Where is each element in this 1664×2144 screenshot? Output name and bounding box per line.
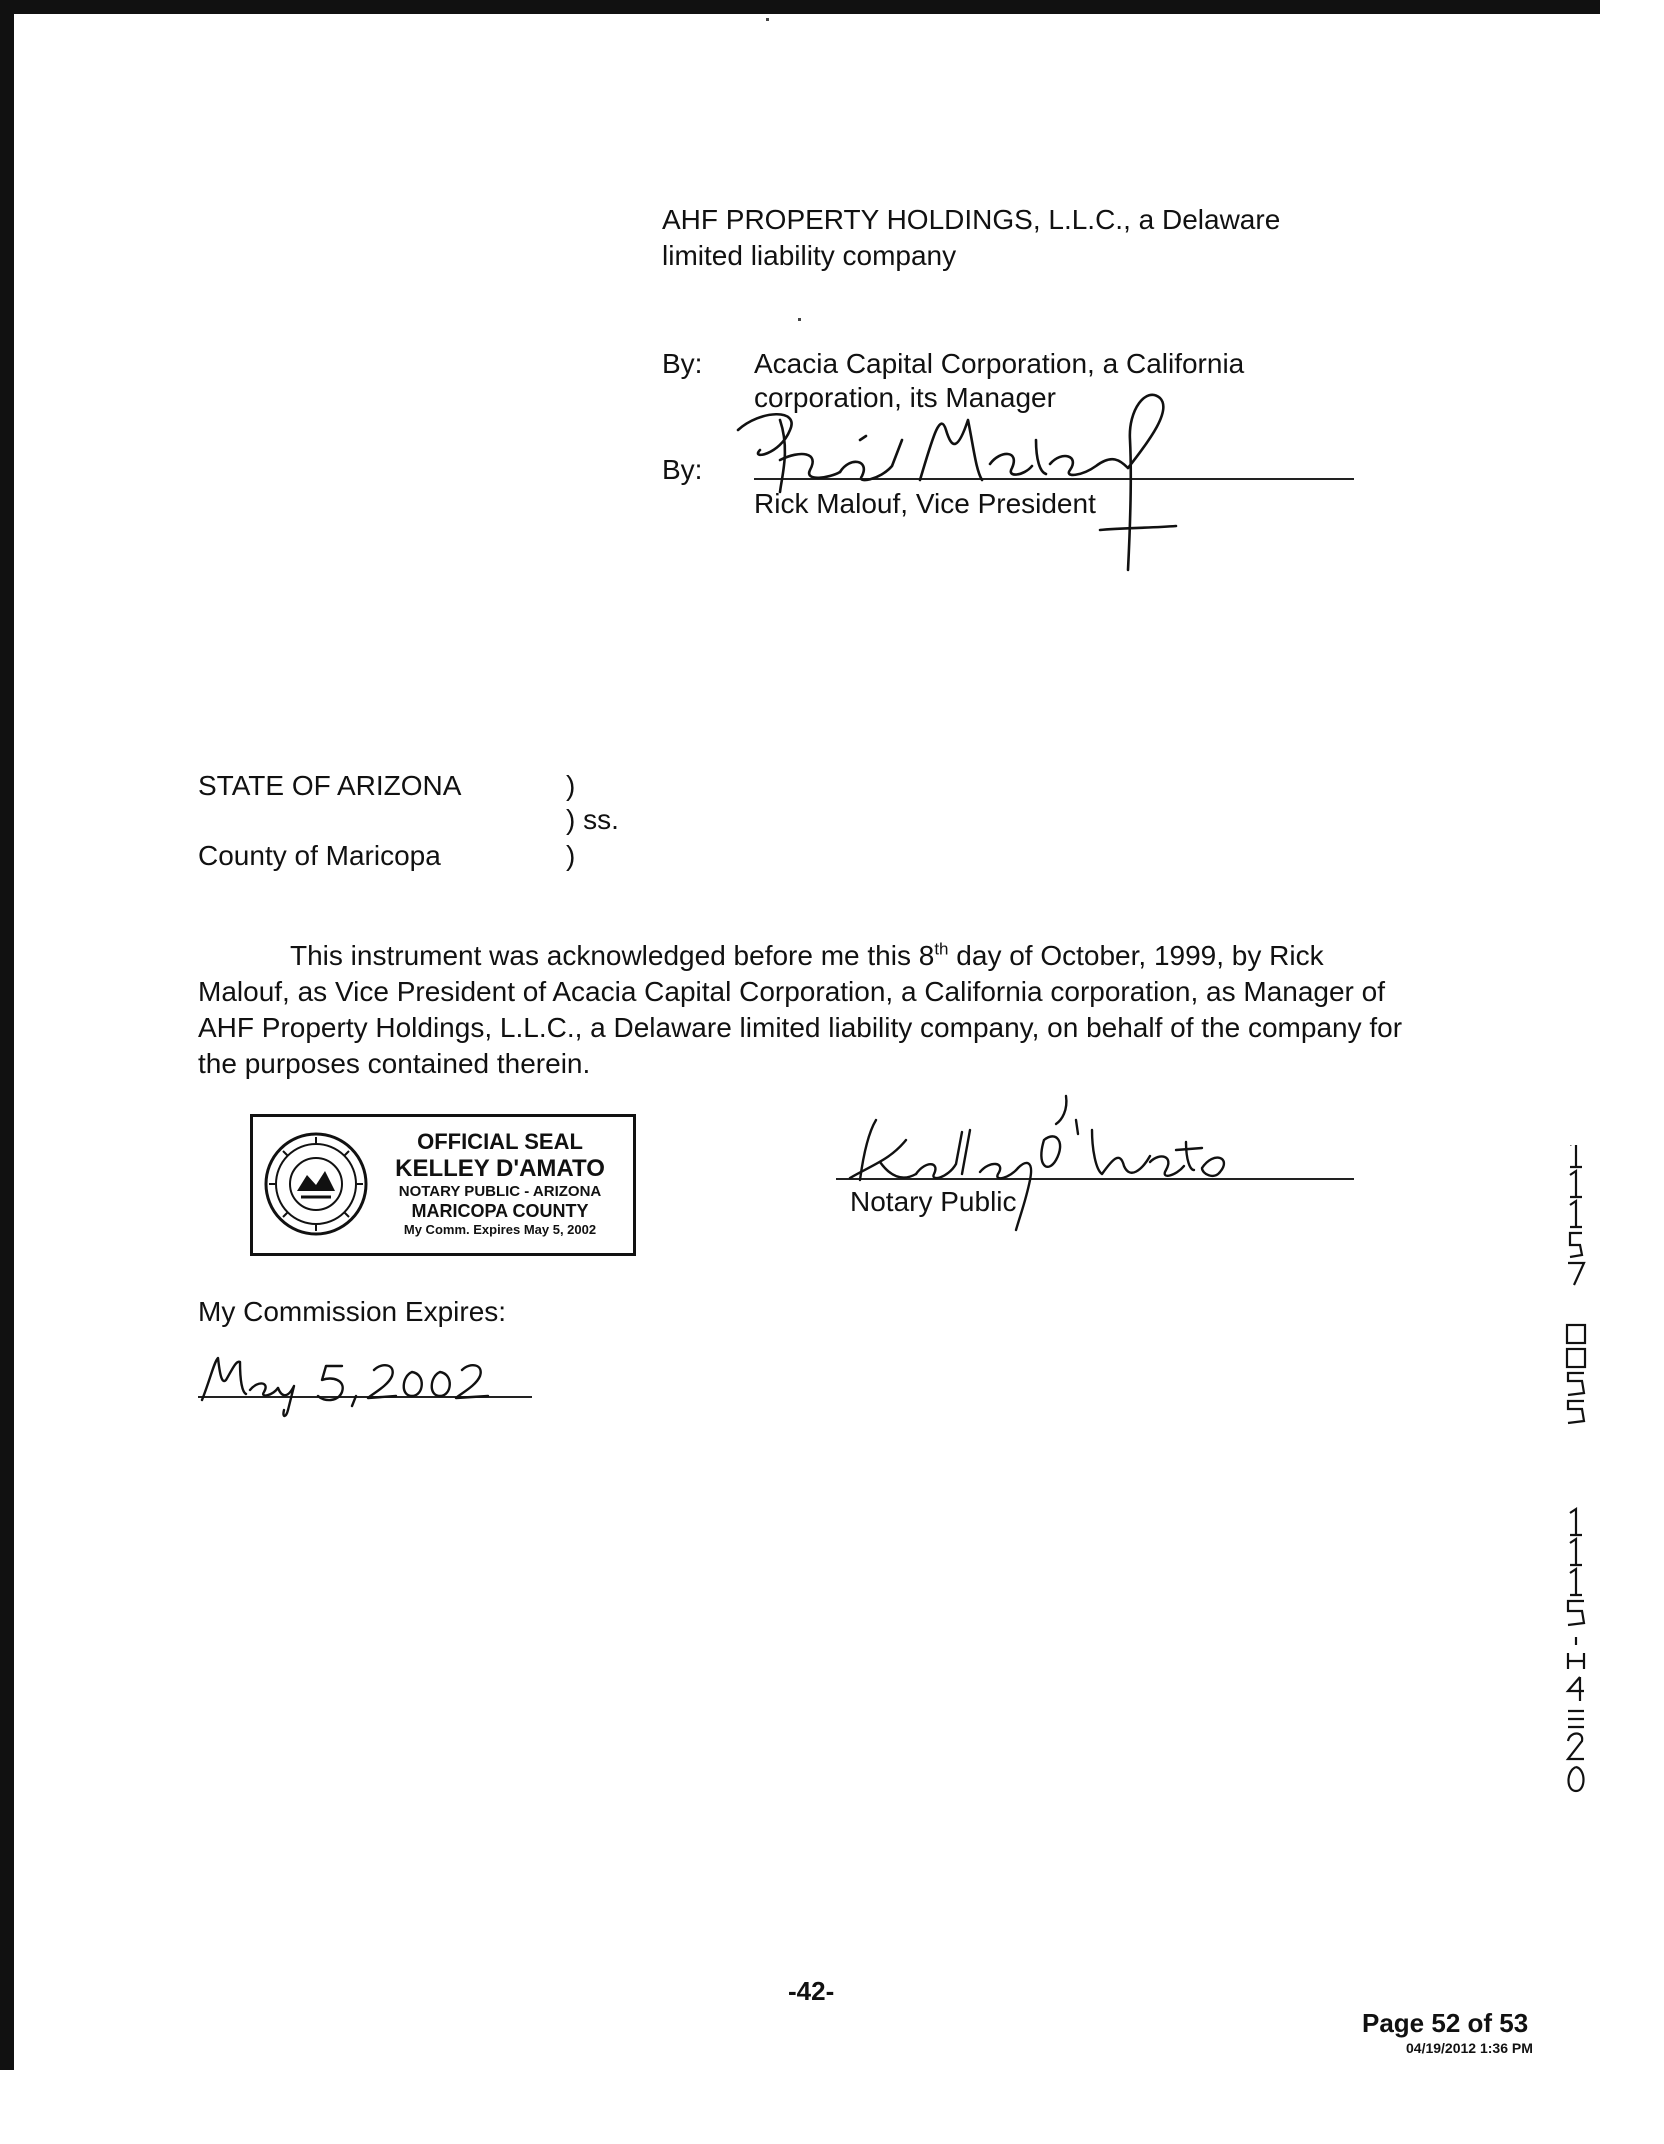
notary-public-label: Notary Public xyxy=(850,1186,1017,1217)
venue-county: County of Maricopa xyxy=(198,840,441,871)
seal-notary-public: NOTARY PUBLIC - ARIZONA xyxy=(398,1183,602,1200)
seal-notary-name: KELLEY D'AMATO xyxy=(395,1155,605,1182)
company-name-line1: AHF PROPERTY HOLDINGS, L.L.C., a Delaware xyxy=(662,204,1281,235)
by-label-1: By: xyxy=(662,348,703,379)
notary-seal-text xyxy=(371,1129,629,1239)
venue-paren-1: ) xyxy=(566,770,576,801)
acknowledgment-ordinal: th xyxy=(934,939,949,959)
recording-number-bottom xyxy=(1556,1505,1596,1865)
signer-title: Rick Malouf, Vice President xyxy=(754,488,1096,519)
seal-county: MARICOPA COUNTY xyxy=(411,1201,589,1221)
company-name-line2: limited liability company xyxy=(662,240,957,271)
commission-date-handwritten xyxy=(196,1340,496,1420)
acknowledgment-part1: This instrument was acknowledged before me this 8 xyxy=(290,940,935,971)
scan-speck xyxy=(798,318,801,321)
notary-signature xyxy=(830,1090,1250,1240)
notary-seal-stamp xyxy=(250,1114,636,1256)
rick-malouf-signature xyxy=(720,380,1200,580)
scan-border-left xyxy=(0,0,14,2070)
recording-number-top xyxy=(1556,1145,1596,1445)
seal-expiration: My Comm. Expires May 5, 2002 xyxy=(403,1222,597,1237)
manager-line2: corporation, its Manager xyxy=(754,382,1056,413)
by-label-2: By: xyxy=(662,454,703,485)
manager-line1: Acacia Capital Corporation, a California xyxy=(754,348,1245,379)
acknowledgment-part2: day of October, 1999, by Rick Malouf, as Vice President of Acacia Capital Corporation, a California corporation, as Manager of AHF Property Holdings, L.L.C., a Delaware limited liability company, on behalf of the company for the purposes contained therein. xyxy=(198,940,1403,1079)
acknowledgment-paragraph xyxy=(198,938,1418,1082)
commission-expires-label: My Commission Expires: xyxy=(198,1296,507,1327)
page-timestamp: 04/19/2012 1:36 PM xyxy=(1406,2040,1533,2056)
page-number: -42- xyxy=(788,1976,835,2006)
seal-official-seal: OFFICIAL SEAL xyxy=(417,1129,583,1154)
page-of-label: Page 52 of 53 xyxy=(1362,2008,1529,2038)
recording-stamp-bottom xyxy=(1556,1505,1596,1865)
scan-speck xyxy=(766,18,769,21)
venue-paren-ss: ) ss. xyxy=(566,804,619,835)
scan-border-top xyxy=(0,0,1600,14)
venue-paren-3: ) xyxy=(566,840,576,871)
arizona-seal-icon xyxy=(263,1131,369,1237)
venue-state: STATE OF ARIZONA xyxy=(198,770,462,801)
